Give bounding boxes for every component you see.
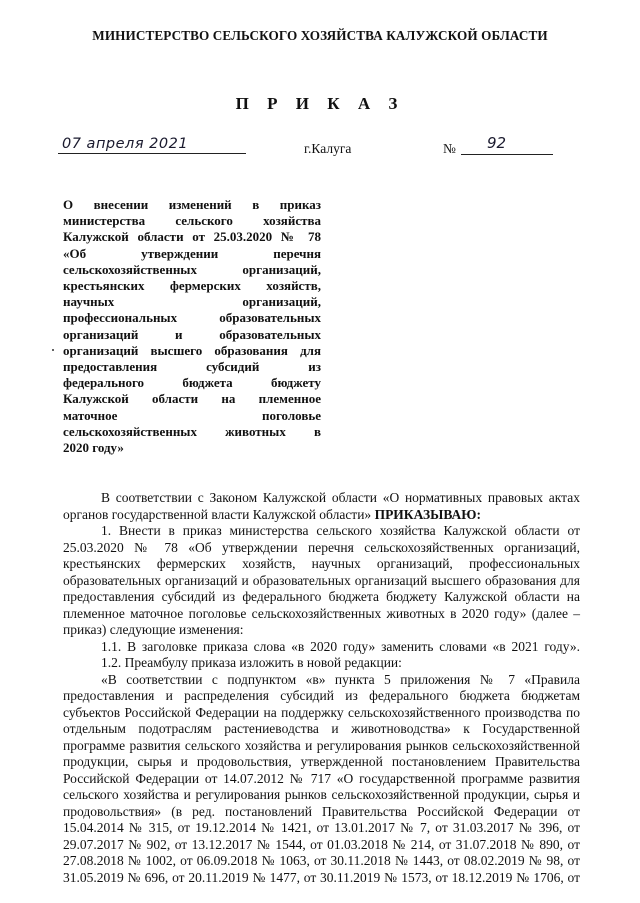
body-line: Российской Федерации от 14.07.2012 № 717 «О государственной программе развития xyxy=(63,770,580,786)
scan-speck xyxy=(52,349,54,351)
body-line: образовательных организаций и образовательных организаций высшего образования для xyxy=(63,572,580,588)
handwritten-date: 07 апреля 2021 xyxy=(62,136,189,152)
subject-line: сельскохозяйственных животных в xyxy=(63,423,321,439)
body-line: 1.1. В заголовке приказа слова «в 2020 году» заменить словами «в 2021 году». xyxy=(101,638,580,654)
subject-line: организаций и образовательных xyxy=(63,326,321,342)
body-line: отдельным подотраслям растениеводства и животноводства» к Государственной xyxy=(63,721,580,736)
body-line: сельского хозяйства и регулирования рынков сельскохозяйственной продукции, сырья и xyxy=(63,787,580,802)
subject-line: 2020 году» xyxy=(63,440,124,456)
date-field xyxy=(58,134,246,154)
city-label: г.Калуга xyxy=(304,141,352,156)
body-line: 1.2. Преамбулу приказа изложить в новой редакции: xyxy=(101,655,402,670)
order-subject xyxy=(63,197,321,456)
subject-line: предоставления субсидий из xyxy=(63,359,321,375)
date-underline xyxy=(58,153,246,154)
subject-line: федерального бюджета бюджету xyxy=(63,375,321,391)
body-line: программе развития сельского хозяйства и регулирования рынков сельскохозяйственной xyxy=(63,737,580,753)
subject-line: «Об утверждении перечня xyxy=(63,245,321,261)
order-command: ПРИКАЗЫВАЮ: xyxy=(374,506,481,522)
body-line: племенное маточное поголовье сельскохозяйственных животных в 2020 году» (далее – xyxy=(63,605,580,621)
body-line: 25.03.2020 № 78 «Об утверждении перечня сельскохозяйственных организаций, xyxy=(63,539,580,555)
subject-line: маточное поголовье xyxy=(63,407,321,423)
body-line: 29.07.2017 № 902, от 13.12.2017 № 1544, от 01.03.2018 № 214, от 31.07.2018 № 890, от xyxy=(63,836,580,852)
subject-line: Калужской области от 25.03.2020 № 78 xyxy=(63,229,321,245)
body-line: предоставления субсидий из федерального бюджета бюджету Калужской области на xyxy=(63,589,580,604)
body-line: крестьянских фермерских хозяйств, научных организаций, профессиональных xyxy=(63,556,580,571)
body-line: 27.08.2018 № 1002, от 06.09.2018 № 1063, от 30.11.2018 № 1443, от 08.02.2019 № 98, от xyxy=(63,853,580,868)
number-sign: № xyxy=(443,141,456,156)
subject-line: крестьянских фермерских хозяйств, xyxy=(63,278,321,294)
body-text-fragment: органов государственной власти Калужской области» xyxy=(63,506,375,522)
subject-line: сельскохозяйственных организаций, xyxy=(63,261,321,277)
body-line xyxy=(63,507,580,524)
subject-line: научных организаций, xyxy=(63,294,321,310)
body-line: приказ) следующие изменения: xyxy=(63,622,244,637)
body-line: «В соответствии с подпунктом «в» пункта 5 приложения № 7 «Правила xyxy=(101,671,580,687)
body-line: В соответствии с Законом Калужской области «О нормативных правовых актах xyxy=(101,490,580,505)
ministry-heading: МИНИСТЕРСТВО СЕЛЬСКОГО ХОЗЯЙСТВА КАЛУЖСКОЙ ОБЛАСТИ xyxy=(92,28,548,43)
body-line: 1. Внести в приказ министерства сельского хозяйства Калужской области от xyxy=(101,523,580,538)
subject-line: Калужской области на племенное xyxy=(63,391,321,407)
subject-line: министерства сельского хозяйства xyxy=(63,213,321,229)
body-line: продукции, сырья и продовольствия, утвержденной постановлением Правительства xyxy=(63,754,580,769)
body-line: продовольствия» (в ред. постановлений Правительства Российской Федерации от xyxy=(63,803,580,819)
body-line: 15.04.2014 № 315, от 19.12.2014 № 1421, от 13.01.2017 № 7, от 31.03.2017 № 396, от xyxy=(63,820,580,835)
order-body xyxy=(63,490,580,886)
subject-line: организаций высшего образования для xyxy=(63,342,321,358)
body-line: 31.05.2019 № 696, от 20.11.2019 № 1477, от 30.11.2019 № 1573, от 18.12.2019 № 1706, от xyxy=(63,869,580,885)
subject-line: профессиональных образовательных xyxy=(63,310,321,326)
body-line: субъектов Российской Федерации на поддержку сельскохозяйственного производства по xyxy=(63,704,580,720)
subject-line: О внесении изменений в приказ xyxy=(63,197,321,212)
number-underline xyxy=(461,154,553,155)
body-line: предоставления и распределения субсидий из федерального бюджета бюджетам xyxy=(63,688,580,703)
number-field xyxy=(443,134,553,154)
handwritten-number: 92 xyxy=(487,134,507,152)
order-title: П Р И К А З xyxy=(235,94,405,113)
